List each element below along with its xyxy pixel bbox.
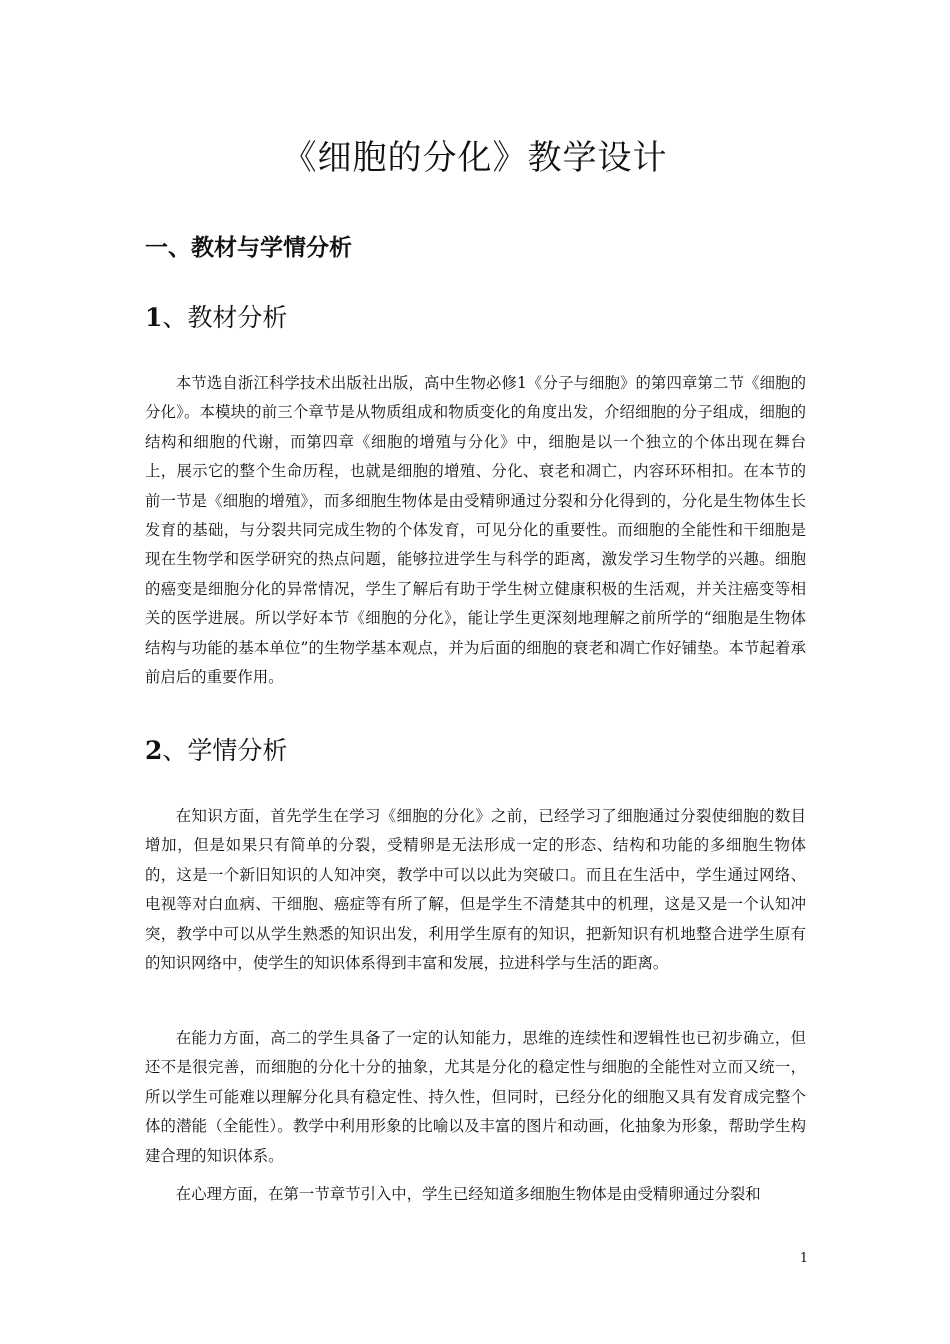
page-number: 1 [799, 1251, 808, 1266]
subsection-heading-student-analysis [145, 731, 287, 771]
subsection-title: 、教材分析 [162, 303, 288, 332]
paragraph-ability-aspect: 在能力方面，高二的学生具备了一定的认知能力，思维的连续性和逻辑性也已初步确立，但还不是很完善，而细胞的分化十分的抽象，尤其是分化的稳定性与细胞的全能性对立而又统一，所以学生可能难以理解分化具有稳定性、持久性，但同时，已经分化的细胞又具有发育成完整个体的潜能（全能性）。教学中利用形象的比喻以及丰富的图片和动画，化抽象为形象，帮助学生构建合理的知识体系。 [145, 1029, 806, 1165]
subsection-number: 2 [145, 736, 163, 765]
subsection-heading-textbook-analysis [145, 298, 287, 338]
paragraph-psychology-aspect: 在心理方面，在第一节章节引入中，学生已经知道多细胞生物体是由受精卵通过分裂和 [175, 1185, 761, 1203]
section-heading: 一、教材与学情分析 [145, 235, 352, 261]
paragraph-knowledge-aspect: 在知识方面，首先学生在学习《细胞的分化》之前，已经学习了细胞通过分裂使细胞的数目增加，但是如果只有简单的分裂，受精卵是无法形成一定的形态、结构和功能的多细胞生物体的，这是一个新旧知识的人知冲突，教学中可以以此为突破口。而且在生活中，学生通过网络、电视等对白血病、干细胞、癌症等有所了解，但是学生不清楚其中的机理，这是又是一个认知冲突，教学中可以从学生熟悉的知识出发，利用学生原有的知识，把新知识有机地整合进学生原有的知识网络中，使学生的知识体系得到丰富和发展，拉进科学与生活的距离。 [145, 807, 806, 973]
document-title: 《细胞的分化》教学设计 [282, 138, 668, 178]
paragraph-textbook-analysis: 本节选自浙江科学技术出版社出版，高中生物必修1《分子与细胞》的第四章第二节《细胞的分化》。本模块的前三个章节是从物质组成和物质变化的角度出发，介绍细胞的分子组成，细胞的结构和细胞的代谢，而第四章《细胞的增殖与分化》中，细胞是以一个独立的个体出现在舞台上，展示它的整个生命历程，也就是细胞的增殖、分化、衰老和凋亡，内容环环相扣。在本节的前一节是《细胞的增殖》，而多细胞生物体是由受精卵通过分裂和分化得到的，分化是生物体生长发育的基础，与分裂共同完成生物的个体发育，可见分化的重要性。而细胞的全能性和干细胞是现在生物学和医学研究的热点问题，能够拉进学生与科学的距离，激发学习生物学的兴趣。细胞的癌变是细胞分化的异常情况，学生了解后有助于学生树立健康积极的生活观，并关注癌变等相关的医学进展。所以学好本节《细胞的分化》，能让学生更深刻地理解之前所学的“细胞是生物体结构与功能的基本单位”的生物学基本观点，并为后面的细胞的衰老和凋亡作好铺垫。本节起着承前启后的重要作用。 [145, 374, 806, 687]
subsection-title: 、学情分析 [162, 736, 288, 765]
subsection-number: 1 [145, 303, 163, 332]
